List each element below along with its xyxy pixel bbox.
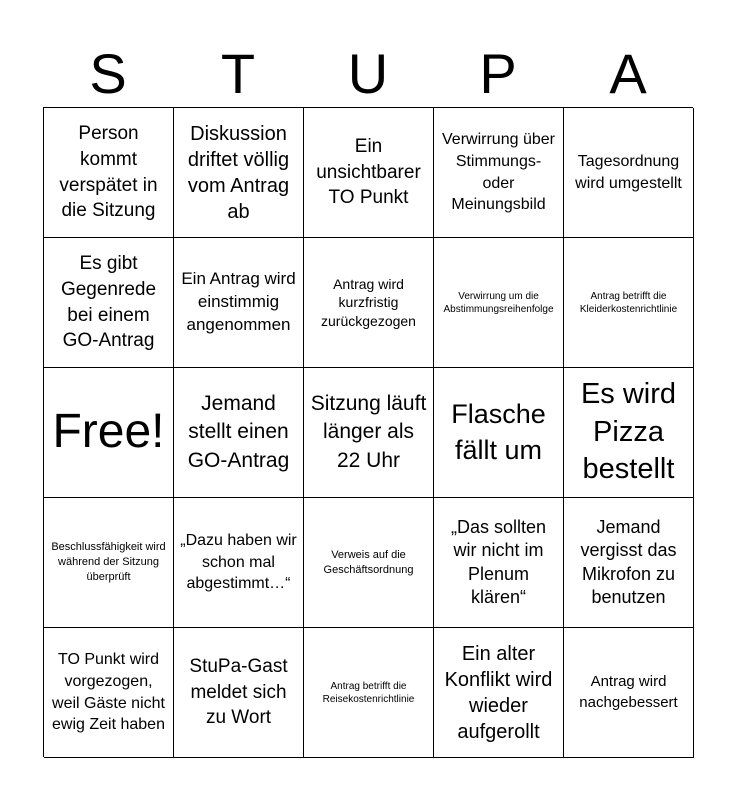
bingo-cell-text: Beschlussfähigkeit wird während der Sitzung überprüft xyxy=(51,541,166,583)
bingo-cell[interactable] xyxy=(304,108,434,238)
title-letter-u: U xyxy=(347,42,389,105)
bingo-board xyxy=(43,107,693,757)
bingo-cell[interactable] xyxy=(564,498,694,628)
bingo-cell-text: Antrag wird nachgebessert xyxy=(579,673,678,711)
bingo-cell[interactable] xyxy=(434,628,564,758)
bingo-cell-free[interactable] xyxy=(44,368,174,498)
bingo-cell-text: Es gibt Gegenrede bei einem GO-Antrag xyxy=(60,253,157,352)
bingo-cell-text: „Das sollten wir nicht im Plenum klären“ xyxy=(450,516,547,607)
title-letter-a: A xyxy=(609,42,647,105)
bingo-cell-text: Verwirrung über Stimmungs- oder Meinungsbild xyxy=(442,131,555,214)
title-letter-s: S xyxy=(89,42,127,105)
bingo-cell-text: Antrag betrifft die Reisekostenrichtlinie xyxy=(322,680,415,705)
bingo-cell[interactable] xyxy=(304,498,434,628)
bingo-cell[interactable] xyxy=(564,368,694,498)
bingo-cell-text: Ein alter Konflikt wird wieder aufgerollt xyxy=(444,642,553,743)
bingo-cell[interactable] xyxy=(174,368,304,498)
bingo-cell[interactable] xyxy=(304,368,434,498)
bingo-cell-text: Verweis auf die Geschäftsordnung xyxy=(323,548,414,576)
bingo-cell[interactable] xyxy=(434,498,564,628)
bingo-cell-text: Jemand vergisst das Mikrofon zu benutzen xyxy=(580,516,677,607)
bingo-cell-text: Es wird Pizza bestellt xyxy=(580,377,677,486)
bingo-cell-text: „Dazu haben wir schon mal abgestimmt…“ xyxy=(180,532,297,593)
bingo-cell[interactable] xyxy=(174,628,304,758)
bingo-cell-text: Verwirrung um die Abstimmungsreihenfolge xyxy=(443,290,554,315)
bingo-cell[interactable] xyxy=(304,628,434,758)
bingo-cell[interactable] xyxy=(564,108,694,238)
bingo-cell[interactable] xyxy=(564,238,694,368)
bingo-cell-text: TO Punkt wird vorgezogen, weil Gäste nicht ewig Zeit haben xyxy=(52,651,165,734)
bingo-cell-text: Sitzung läuft länger als 22 Uhr xyxy=(310,391,427,472)
bingo-cell-text: Ein unsichtbarer TO Punkt xyxy=(316,136,421,209)
bingo-cell[interactable] xyxy=(434,368,564,498)
bingo-cell-text: Diskussion driftet völlig vom Antrag ab xyxy=(187,122,290,223)
bingo-cell-text: Free! xyxy=(52,405,165,459)
bingo-cell[interactable] xyxy=(44,628,174,758)
bingo-cell-text: StuPa-Gast meldet sich zu Wort xyxy=(189,656,288,729)
bingo-cell[interactable] xyxy=(174,238,304,368)
bingo-cell-text: Ein Antrag wird einstimmig angenommen xyxy=(181,269,296,334)
bingo-cell[interactable] xyxy=(44,498,174,628)
bingo-cell-text: Jemand stellt einen GO-Antrag xyxy=(187,391,290,472)
bingo-cell[interactable] xyxy=(44,238,174,368)
bingo-cell[interactable] xyxy=(44,108,174,238)
bingo-cell[interactable] xyxy=(564,628,694,758)
title-letter-t: T xyxy=(220,42,256,105)
bingo-cell-text: Antrag wird kurzfristig zurückgezogen xyxy=(321,276,416,329)
bingo-cell[interactable] xyxy=(304,238,434,368)
title-letter-p: P xyxy=(479,42,517,105)
bingo-cell[interactable] xyxy=(174,498,304,628)
bingo-cell-text: Flasche fällt um xyxy=(451,399,546,465)
bingo-cell-text: Person kommt verspätet in die Sitzung xyxy=(59,123,158,222)
bingo-cell[interactable] xyxy=(174,108,304,238)
bingo-cell-text: Tagesordnung wird umgestellt xyxy=(575,152,682,192)
bingo-cell-text: Antrag betrifft die Kleiderkostenrichtlinie xyxy=(579,290,678,315)
bingo-cell[interactable] xyxy=(434,238,564,368)
bingo-cell[interactable] xyxy=(434,108,564,238)
bingo-title xyxy=(43,40,693,108)
